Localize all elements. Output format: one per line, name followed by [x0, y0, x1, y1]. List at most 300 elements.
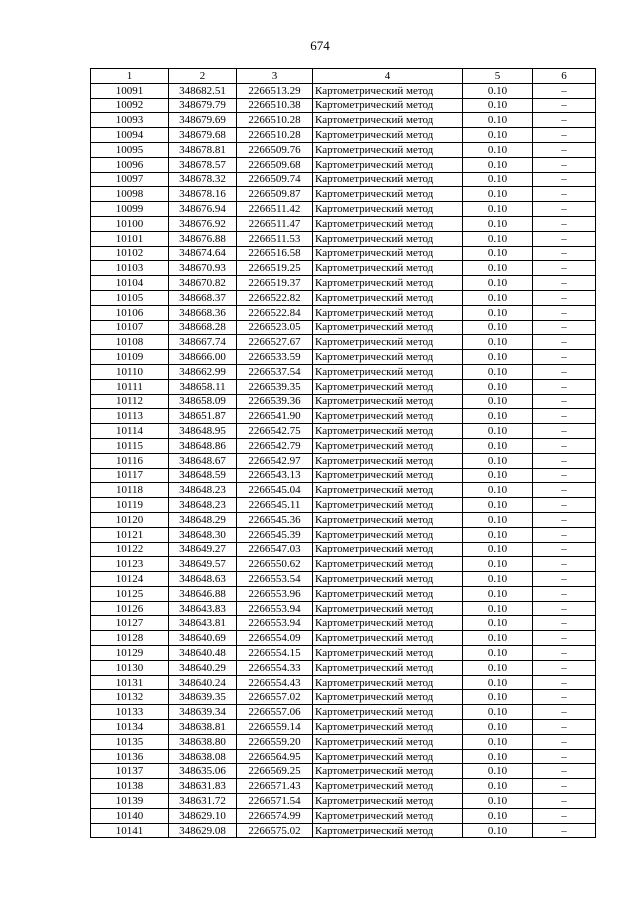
table-body: [91, 83, 596, 838]
y-coordinate-cell: 2266575.02: [237, 823, 313, 838]
note-cell: –: [533, 350, 596, 365]
method-cell: Картометрический метод: [313, 364, 463, 379]
y-coordinate-cell: 2266554.09: [237, 631, 313, 646]
method-cell: Картометрический метод: [313, 527, 463, 542]
point-number-cell: 10111: [91, 379, 169, 394]
note-cell: –: [533, 586, 596, 601]
y-coordinate-cell: 2266564.95: [237, 749, 313, 764]
table-row: [91, 646, 596, 661]
x-coordinate-cell: 348658.09: [169, 394, 237, 409]
method-cell: Картометрический метод: [313, 483, 463, 498]
point-number-cell: 10094: [91, 128, 169, 143]
y-coordinate-cell: 2266533.59: [237, 350, 313, 365]
accuracy-cell: 0.10: [463, 216, 533, 231]
note-cell: –: [533, 601, 596, 616]
point-number-cell: 10124: [91, 572, 169, 587]
y-coordinate-cell: 2266510.28: [237, 128, 313, 143]
accuracy-cell: 0.10: [463, 172, 533, 187]
table-row: [91, 794, 596, 809]
x-coordinate-cell: 348676.92: [169, 216, 237, 231]
accuracy-cell: 0.10: [463, 128, 533, 143]
point-number-cell: 10133: [91, 705, 169, 720]
table-header-row: [91, 69, 596, 84]
point-number-cell: 10139: [91, 794, 169, 809]
note-cell: –: [533, 364, 596, 379]
x-coordinate-cell: 348640.48: [169, 646, 237, 661]
note-cell: –: [533, 808, 596, 823]
accuracy-cell: 0.10: [463, 808, 533, 823]
point-number-cell: 10104: [91, 276, 169, 291]
y-coordinate-cell: 2266553.94: [237, 616, 313, 631]
table-row: [91, 542, 596, 557]
x-coordinate-cell: 348670.93: [169, 261, 237, 276]
accuracy-cell: 0.10: [463, 246, 533, 261]
table-row: [91, 113, 596, 128]
method-cell: Картометрический метод: [313, 616, 463, 631]
table-row: [91, 379, 596, 394]
x-coordinate-cell: 348662.99: [169, 364, 237, 379]
table-row: [91, 498, 596, 513]
accuracy-cell: 0.10: [463, 512, 533, 527]
x-coordinate-cell: 348649.57: [169, 557, 237, 572]
y-coordinate-cell: 2266511.47: [237, 216, 313, 231]
accuracy-cell: 0.10: [463, 409, 533, 424]
note-cell: –: [533, 616, 596, 631]
point-number-cell: 10141: [91, 823, 169, 838]
accuracy-cell: 0.10: [463, 231, 533, 246]
table-row: [91, 601, 596, 616]
point-number-cell: 10128: [91, 631, 169, 646]
y-coordinate-cell: 2266554.33: [237, 660, 313, 675]
table-row: [91, 128, 596, 143]
accuracy-cell: 0.10: [463, 764, 533, 779]
note-cell: –: [533, 734, 596, 749]
x-coordinate-cell: 348635.06: [169, 764, 237, 779]
table-row: [91, 187, 596, 202]
point-number-cell: 10129: [91, 646, 169, 661]
method-cell: Картометрический метод: [313, 157, 463, 172]
point-number-cell: 10121: [91, 527, 169, 542]
accuracy-cell: 0.10: [463, 142, 533, 157]
accuracy-cell: 0.10: [463, 261, 533, 276]
table-row: [91, 453, 596, 468]
method-cell: Картометрический метод: [313, 705, 463, 720]
x-coordinate-cell: 348648.63: [169, 572, 237, 587]
table-row: [91, 290, 596, 305]
method-cell: Картометрический метод: [313, 631, 463, 646]
accuracy-cell: 0.10: [463, 660, 533, 675]
note-cell: –: [533, 764, 596, 779]
x-coordinate-cell: 348648.59: [169, 468, 237, 483]
point-number-cell: 10126: [91, 601, 169, 616]
method-cell: Картометрический метод: [313, 142, 463, 157]
table-row: [91, 749, 596, 764]
table-row: [91, 172, 596, 187]
point-number-cell: 10099: [91, 202, 169, 217]
y-coordinate-cell: 2266519.37: [237, 276, 313, 291]
table-row: [91, 231, 596, 246]
method-cell: Картометрический метод: [313, 202, 463, 217]
column-header-2: 2: [169, 69, 237, 84]
x-coordinate-cell: 348643.81: [169, 616, 237, 631]
note-cell: –: [533, 749, 596, 764]
method-cell: Картометрический метод: [313, 350, 463, 365]
x-coordinate-cell: 348651.87: [169, 409, 237, 424]
table-row: [91, 216, 596, 231]
y-coordinate-cell: 2266509.76: [237, 142, 313, 157]
table-row: [91, 424, 596, 439]
x-coordinate-cell: 348646.88: [169, 586, 237, 601]
method-cell: Картометрический метод: [313, 512, 463, 527]
note-cell: –: [533, 453, 596, 468]
method-cell: Картометрический метод: [313, 98, 463, 113]
point-number-cell: 10092: [91, 98, 169, 113]
method-cell: Картометрический метод: [313, 601, 463, 616]
note-cell: –: [533, 305, 596, 320]
accuracy-cell: 0.10: [463, 335, 533, 350]
x-coordinate-cell: 348676.94: [169, 202, 237, 217]
accuracy-cell: 0.10: [463, 305, 533, 320]
point-number-cell: 10107: [91, 320, 169, 335]
point-number-cell: 10116: [91, 453, 169, 468]
x-coordinate-cell: 348682.51: [169, 83, 237, 98]
method-cell: Картометрический метод: [313, 690, 463, 705]
point-number-cell: 10100: [91, 216, 169, 231]
table-row: [91, 335, 596, 350]
table-row: [91, 468, 596, 483]
y-coordinate-cell: 2266554.43: [237, 675, 313, 690]
note-cell: –: [533, 320, 596, 335]
note-cell: –: [533, 290, 596, 305]
accuracy-cell: 0.10: [463, 202, 533, 217]
x-coordinate-cell: 348639.35: [169, 690, 237, 705]
method-cell: Картометрический метод: [313, 438, 463, 453]
note-cell: –: [533, 794, 596, 809]
accuracy-cell: 0.10: [463, 557, 533, 572]
note-cell: –: [533, 335, 596, 350]
table-row: [91, 572, 596, 587]
y-coordinate-cell: 2266571.54: [237, 794, 313, 809]
point-number-cell: 10120: [91, 512, 169, 527]
y-coordinate-cell: 2266547.03: [237, 542, 313, 557]
note-cell: –: [533, 542, 596, 557]
point-number-cell: 10098: [91, 187, 169, 202]
accuracy-cell: 0.10: [463, 438, 533, 453]
y-coordinate-cell: 2266545.36: [237, 512, 313, 527]
note-cell: –: [533, 468, 596, 483]
note-cell: –: [533, 379, 596, 394]
method-cell: Картометрический метод: [313, 468, 463, 483]
accuracy-cell: 0.10: [463, 350, 533, 365]
table-row: [91, 483, 596, 498]
x-coordinate-cell: 348679.69: [169, 113, 237, 128]
accuracy-cell: 0.10: [463, 483, 533, 498]
method-cell: Картометрический метод: [313, 749, 463, 764]
accuracy-cell: 0.10: [463, 320, 533, 335]
x-coordinate-cell: 348643.83: [169, 601, 237, 616]
point-number-cell: 10118: [91, 483, 169, 498]
note-cell: –: [533, 216, 596, 231]
note-cell: –: [533, 660, 596, 675]
y-coordinate-cell: 2266542.75: [237, 424, 313, 439]
coordinates-table: [90, 68, 596, 838]
table-row: [91, 350, 596, 365]
method-cell: Картометрический метод: [313, 246, 463, 261]
y-coordinate-cell: 2266543.13: [237, 468, 313, 483]
table-row: [91, 586, 596, 601]
table-row: [91, 261, 596, 276]
point-number-cell: 10106: [91, 305, 169, 320]
accuracy-cell: 0.10: [463, 601, 533, 616]
y-coordinate-cell: 2266522.84: [237, 305, 313, 320]
note-cell: –: [533, 394, 596, 409]
x-coordinate-cell: 348631.72: [169, 794, 237, 809]
method-cell: Картометрический метод: [313, 335, 463, 350]
table-row: [91, 305, 596, 320]
method-cell: Картометрический метод: [313, 409, 463, 424]
method-cell: Картометрический метод: [313, 83, 463, 98]
method-cell: Картометрический метод: [313, 172, 463, 187]
table-row: [91, 83, 596, 98]
table-row: [91, 512, 596, 527]
table-row: [91, 779, 596, 794]
y-coordinate-cell: 2266559.20: [237, 734, 313, 749]
point-number-cell: 10101: [91, 231, 169, 246]
y-coordinate-cell: 2266539.36: [237, 394, 313, 409]
x-coordinate-cell: 348638.81: [169, 720, 237, 735]
y-coordinate-cell: 2266545.04: [237, 483, 313, 498]
point-number-cell: 10113: [91, 409, 169, 424]
y-coordinate-cell: 2266542.79: [237, 438, 313, 453]
column-header-5: 5: [463, 69, 533, 84]
column-header-4: 4: [313, 69, 463, 84]
point-number-cell: 10123: [91, 557, 169, 572]
accuracy-cell: 0.10: [463, 586, 533, 601]
x-coordinate-cell: 348667.74: [169, 335, 237, 350]
accuracy-cell: 0.10: [463, 527, 533, 542]
x-coordinate-cell: 348640.69: [169, 631, 237, 646]
y-coordinate-cell: 2266569.25: [237, 764, 313, 779]
accuracy-cell: 0.10: [463, 542, 533, 557]
note-cell: –: [533, 438, 596, 453]
note-cell: –: [533, 675, 596, 690]
table-row: [91, 202, 596, 217]
y-coordinate-cell: 2266516.58: [237, 246, 313, 261]
x-coordinate-cell: 348638.80: [169, 734, 237, 749]
accuracy-cell: 0.10: [463, 276, 533, 291]
x-coordinate-cell: 348638.08: [169, 749, 237, 764]
x-coordinate-cell: 348648.67: [169, 453, 237, 468]
x-coordinate-cell: 348668.37: [169, 290, 237, 305]
point-number-cell: 10102: [91, 246, 169, 261]
table-row: [91, 98, 596, 113]
point-number-cell: 10105: [91, 290, 169, 305]
method-cell: Картометрический метод: [313, 498, 463, 513]
point-number-cell: 10117: [91, 468, 169, 483]
y-coordinate-cell: 2266554.15: [237, 646, 313, 661]
y-coordinate-cell: 2266553.96: [237, 586, 313, 601]
accuracy-cell: 0.10: [463, 98, 533, 113]
accuracy-cell: 0.10: [463, 794, 533, 809]
table-row: [91, 690, 596, 705]
x-coordinate-cell: 348668.28: [169, 320, 237, 335]
method-cell: Картометрический метод: [313, 453, 463, 468]
method-cell: Картометрический метод: [313, 794, 463, 809]
y-coordinate-cell: 2266559.14: [237, 720, 313, 735]
accuracy-cell: 0.10: [463, 749, 533, 764]
method-cell: Картометрический метод: [313, 290, 463, 305]
y-coordinate-cell: 2266511.53: [237, 231, 313, 246]
table-row: [91, 734, 596, 749]
note-cell: –: [533, 128, 596, 143]
table-row: [91, 808, 596, 823]
x-coordinate-cell: 348678.16: [169, 187, 237, 202]
y-coordinate-cell: 2266539.35: [237, 379, 313, 394]
note-cell: –: [533, 98, 596, 113]
point-number-cell: 10112: [91, 394, 169, 409]
y-coordinate-cell: 2266557.06: [237, 705, 313, 720]
point-number-cell: 10134: [91, 720, 169, 735]
y-coordinate-cell: 2266509.87: [237, 187, 313, 202]
method-cell: Картометрический метод: [313, 586, 463, 601]
accuracy-cell: 0.10: [463, 823, 533, 838]
point-number-cell: 10097: [91, 172, 169, 187]
x-coordinate-cell: 348666.00: [169, 350, 237, 365]
note-cell: –: [533, 142, 596, 157]
x-coordinate-cell: 348678.81: [169, 142, 237, 157]
x-coordinate-cell: 348678.32: [169, 172, 237, 187]
y-coordinate-cell: 2266542.97: [237, 453, 313, 468]
y-coordinate-cell: 2266553.94: [237, 601, 313, 616]
table-row: [91, 557, 596, 572]
point-number-cell: 10130: [91, 660, 169, 675]
accuracy-cell: 0.10: [463, 616, 533, 631]
point-number-cell: 10136: [91, 749, 169, 764]
method-cell: Картометрический метод: [313, 542, 463, 557]
accuracy-cell: 0.10: [463, 631, 533, 646]
accuracy-cell: 0.10: [463, 720, 533, 735]
table-row: [91, 720, 596, 735]
y-coordinate-cell: 2266522.82: [237, 290, 313, 305]
y-coordinate-cell: 2266571.43: [237, 779, 313, 794]
x-coordinate-cell: 348629.08: [169, 823, 237, 838]
table-row: [91, 320, 596, 335]
note-cell: –: [533, 720, 596, 735]
column-header-6: 6: [533, 69, 596, 84]
y-coordinate-cell: 2266523.05: [237, 320, 313, 335]
method-cell: Картометрический метод: [313, 823, 463, 838]
y-coordinate-cell: 2266510.38: [237, 98, 313, 113]
accuracy-cell: 0.10: [463, 734, 533, 749]
note-cell: –: [533, 646, 596, 661]
method-cell: Картометрический метод: [313, 231, 463, 246]
accuracy-cell: 0.10: [463, 113, 533, 128]
y-coordinate-cell: 2266509.74: [237, 172, 313, 187]
y-coordinate-cell: 2266509.68: [237, 157, 313, 172]
accuracy-cell: 0.10: [463, 646, 533, 661]
table-row: [91, 142, 596, 157]
point-number-cell: 10127: [91, 616, 169, 631]
accuracy-cell: 0.10: [463, 468, 533, 483]
method-cell: Картометрический метод: [313, 320, 463, 335]
table-row: [91, 246, 596, 261]
y-coordinate-cell: 2266527.67: [237, 335, 313, 350]
accuracy-cell: 0.10: [463, 394, 533, 409]
method-cell: Картометрический метод: [313, 128, 463, 143]
accuracy-cell: 0.10: [463, 572, 533, 587]
y-coordinate-cell: 2266553.54: [237, 572, 313, 587]
y-coordinate-cell: 2266545.11: [237, 498, 313, 513]
x-coordinate-cell: 348640.24: [169, 675, 237, 690]
accuracy-cell: 0.10: [463, 675, 533, 690]
column-header-1: 1: [91, 69, 169, 84]
table-row: [91, 705, 596, 720]
point-number-cell: 10132: [91, 690, 169, 705]
x-coordinate-cell: 348631.83: [169, 779, 237, 794]
accuracy-cell: 0.10: [463, 187, 533, 202]
accuracy-cell: 0.10: [463, 705, 533, 720]
note-cell: –: [533, 172, 596, 187]
x-coordinate-cell: 348648.95: [169, 424, 237, 439]
method-cell: Картометрический метод: [313, 808, 463, 823]
point-number-cell: 10095: [91, 142, 169, 157]
method-cell: Картометрический метод: [313, 394, 463, 409]
x-coordinate-cell: 348678.57: [169, 157, 237, 172]
note-cell: –: [533, 572, 596, 587]
point-number-cell: 10122: [91, 542, 169, 557]
note-cell: –: [533, 483, 596, 498]
accuracy-cell: 0.10: [463, 290, 533, 305]
note-cell: –: [533, 527, 596, 542]
page-number: 674: [310, 38, 330, 53]
x-coordinate-cell: 348658.11: [169, 379, 237, 394]
point-number-cell: 10108: [91, 335, 169, 350]
method-cell: Картометрический метод: [313, 305, 463, 320]
note-cell: –: [533, 498, 596, 513]
method-cell: Картометрический метод: [313, 646, 463, 661]
point-number-cell: 10114: [91, 424, 169, 439]
note-cell: –: [533, 705, 596, 720]
y-coordinate-cell: 2266574.99: [237, 808, 313, 823]
note-cell: –: [533, 157, 596, 172]
x-coordinate-cell: 348649.27: [169, 542, 237, 557]
x-coordinate-cell: 348648.23: [169, 498, 237, 513]
note-cell: –: [533, 276, 596, 291]
point-number-cell: 10137: [91, 764, 169, 779]
note-cell: –: [533, 424, 596, 439]
x-coordinate-cell: 348674.64: [169, 246, 237, 261]
x-coordinate-cell: 348668.36: [169, 305, 237, 320]
method-cell: Картометрический метод: [313, 424, 463, 439]
x-coordinate-cell: 348648.29: [169, 512, 237, 527]
table-row: [91, 660, 596, 675]
point-number-cell: 10091: [91, 83, 169, 98]
accuracy-cell: 0.10: [463, 424, 533, 439]
method-cell: Картометрический метод: [313, 216, 463, 231]
note-cell: –: [533, 113, 596, 128]
note-cell: –: [533, 823, 596, 838]
accuracy-cell: 0.10: [463, 453, 533, 468]
y-coordinate-cell: 2266545.39: [237, 527, 313, 542]
y-coordinate-cell: 2266513.29: [237, 83, 313, 98]
accuracy-cell: 0.10: [463, 364, 533, 379]
method-cell: Картометрический метод: [313, 660, 463, 675]
table-row: [91, 364, 596, 379]
table-row: [91, 409, 596, 424]
note-cell: –: [533, 512, 596, 527]
y-coordinate-cell: 2266550.62: [237, 557, 313, 572]
note-cell: –: [533, 409, 596, 424]
